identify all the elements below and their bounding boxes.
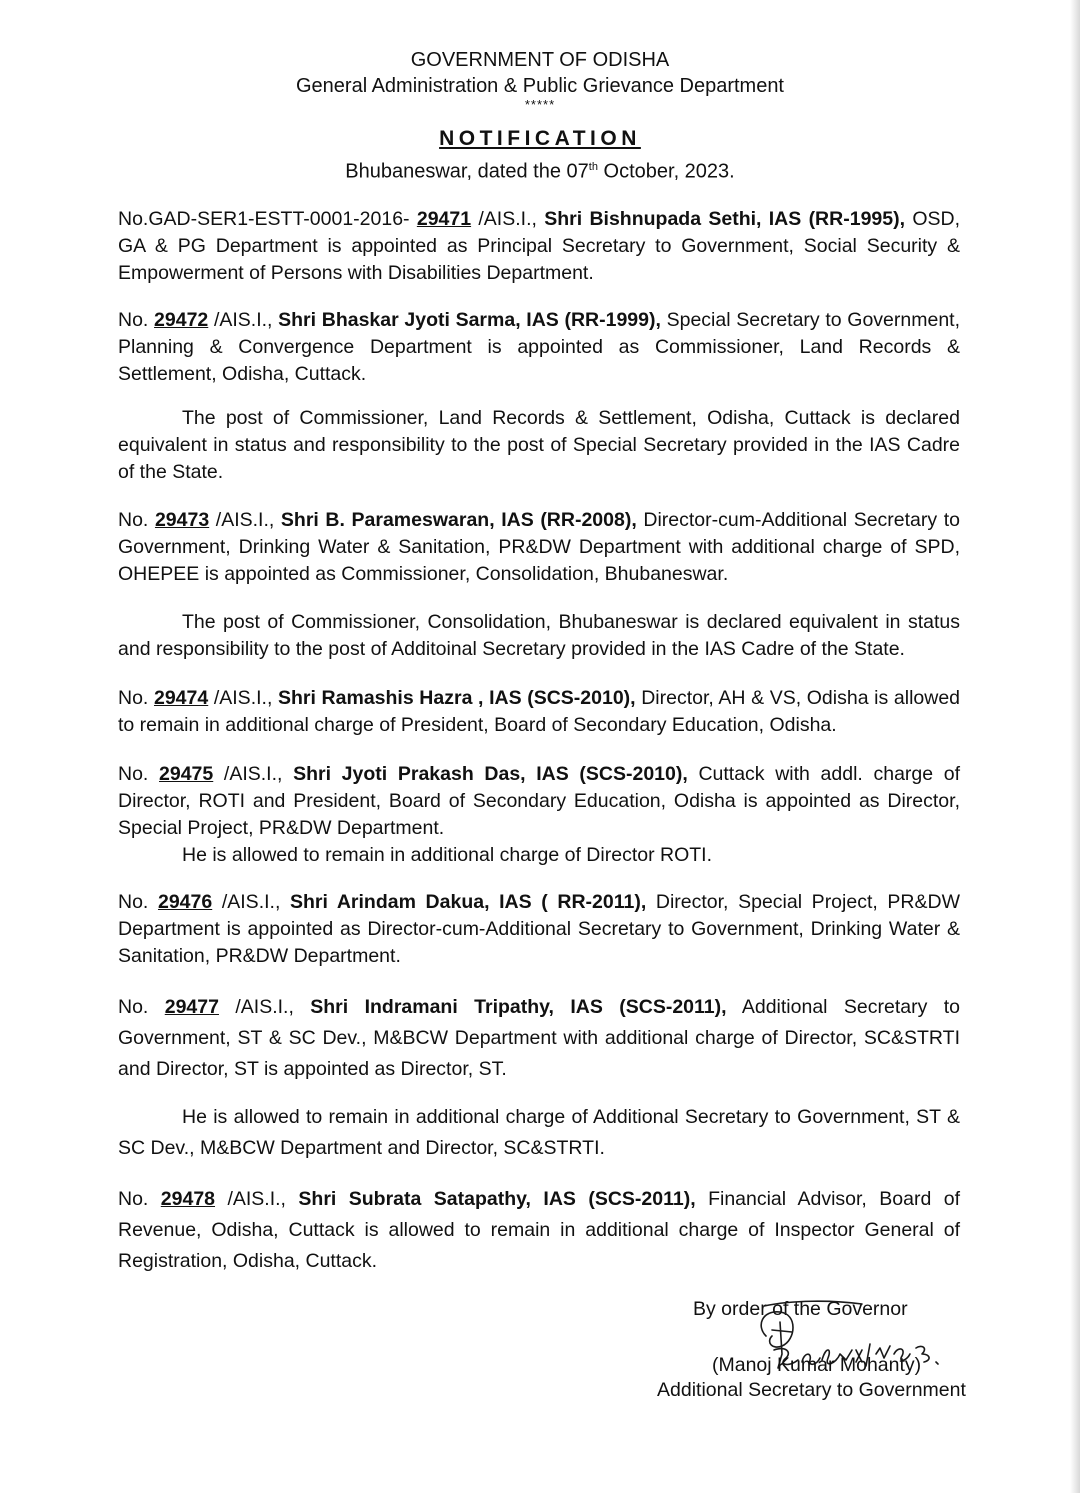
order-mid: /AIS.I., <box>209 509 281 531</box>
order-paragraph <box>118 685 960 739</box>
signatory-name: (Manoj Kumar Mohanty) <box>712 1354 922 1376</box>
order-paragraph <box>118 507 960 588</box>
note-paragraph: He is allowed to remain in additional charge of Director ROTI. <box>182 844 712 866</box>
order-number: 29472 <box>154 309 209 331</box>
signatory-designation: Additional Secretary to Government <box>657 1379 966 1401</box>
order-mid: /AIS.I., <box>471 208 545 230</box>
department-heading: General Administration & Public Grievance Department <box>295 75 784 97</box>
order-text: Financial Advisor, Board of Revenue, Odisha, Cuttack is allowed to remain in additional charge of Inspector General of Registration, Odisha, Cuttack. <box>118 1188 960 1272</box>
note-paragraph: The post of Commissioner, Consolidation, Bhubaneswar is declared equivalent in status and responsibility to the post of Additoinal Secretary provided in the IAS Cadre of the State. <box>118 611 960 660</box>
order-mid: /AIS.I., <box>208 687 278 709</box>
order-paragraph <box>118 889 960 970</box>
order-number: 29475 <box>159 763 214 785</box>
order-prefix: No. <box>118 1188 161 1210</box>
order-number: 29477 <box>164 996 219 1018</box>
officer-name: Shri Bishnupada Sethi, IAS (RR-1995), <box>544 208 906 230</box>
note-paragraph: He is allowed to remain in additional charge of Additional Secretary to Government, ST & SC Dev., M&BCW Department and Director, SC&STRTI. <box>118 1106 960 1159</box>
order-number: 29478 <box>160 1188 216 1210</box>
officer-name: Shri Ramashis Hazra , IAS (SCS-2010), <box>278 687 636 709</box>
officer-name: Shri Bhaskar Jyoti Sarma, IAS (RR-1999), <box>278 309 661 331</box>
government-heading: GOVERNMENT OF ODISHA <box>410 49 670 71</box>
order-number: 29471 <box>416 208 472 230</box>
notification-title-text: NOTIFICATION <box>439 127 641 150</box>
officer-name: Shri Arindam Dakua, IAS ( RR-2011), <box>290 891 647 913</box>
order-number: 29476 <box>157 891 213 913</box>
order-paragraph <box>118 206 960 287</box>
page-edge-shadow <box>1070 0 1080 1493</box>
order-text: Special Secretary to Government, Planning & Convergence Department is appointed as Commissioner, Land Records & Settlement, Odisha, Cuttack. <box>118 309 961 385</box>
order-text: Cuttack with addl. charge of Director, ROTI and President, Board of Secondary Education, Odisha is appointed as Director, Special Project, PR&DW Department. <box>118 763 961 839</box>
order-mid: /AIS.I., <box>208 309 279 331</box>
officer-name: Shri B. Parameswaran, IAS (RR-2008), <box>280 509 637 531</box>
order-text: OSD, GA & PG Department is appointed as Principal Secretary to Government, Social Security & Empowerment of Persons with Disabilities Department. <box>118 208 960 284</box>
order-paragraph <box>118 761 960 842</box>
officer-name: Shri Indramani Tripathy, IAS (SCS-2011), <box>310 996 727 1018</box>
order-prefix: No. <box>118 309 155 331</box>
order-text: Director, Special Project, PR&DW Department is appointed as Director-cum-Additional Secretary to Government, Drinking Water & Sanitation, PR&DW Department. <box>118 891 961 967</box>
order-mid: /AIS.I., <box>213 763 294 785</box>
date-suffix-sup: th <box>588 161 598 173</box>
order-number: 29474 <box>153 687 209 709</box>
order-prefix: No. <box>118 996 165 1018</box>
order-mid: /AIS.I., <box>212 891 290 913</box>
notification-title <box>0 127 1080 151</box>
order-prefix: No. <box>118 891 158 913</box>
order-paragraph <box>118 992 960 1085</box>
officer-name: Shri Subrata Satapathy, IAS (SCS-2011), <box>298 1188 696 1210</box>
order-paragraph <box>118 1184 960 1277</box>
order-prefix: No. <box>118 763 160 785</box>
order-text: Director-cum-Additional Secretary to Government, Drinking Water & Sanitation, PR&DW Department with additional charge of SPD, OHEPEE is appointed as Commissioner, Consolidation, Bhubaneswar. <box>118 509 960 585</box>
by-order-line: By order of the Governor <box>693 1298 908 1320</box>
date-suffix: October, 2023. <box>597 160 735 183</box>
order-text: Additional Secretary to Government, ST & SC Dev., M&BCW Department with additional charge of Director, SC&STRTI and Director, ST is appointed as Director, ST. <box>118 996 960 1080</box>
order-mid: /AIS.I., <box>215 1188 299 1210</box>
order-number: 29473 <box>154 509 210 531</box>
order-prefix: No. <box>118 687 154 709</box>
date-prefix: Bhubaneswar, dated the 07 <box>345 160 589 183</box>
officer-name: Shri Jyoti Prakash Das, IAS (SCS-2010), <box>293 763 688 785</box>
order-prefix: No.GAD-SER1-ESTT-0001-2016- <box>118 208 417 230</box>
dateline <box>0 155 1080 184</box>
order-text: Director, AH & VS, Odisha is allowed to remain in additional charge of President, Board of Secondary Education, Odisha. <box>118 687 961 736</box>
order-paragraph <box>118 307 960 388</box>
note-paragraph: The post of Commissioner, Land Records & Settlement, Odisha, Cuttack is declared equivalent in status and responsibility to the post of Special Secretary provided in the IAS Cadre of the State. <box>118 407 960 483</box>
order-prefix: No. <box>118 509 155 531</box>
order-mid: /AIS.I., <box>218 996 311 1018</box>
separator-stars: ***** <box>524 97 556 112</box>
